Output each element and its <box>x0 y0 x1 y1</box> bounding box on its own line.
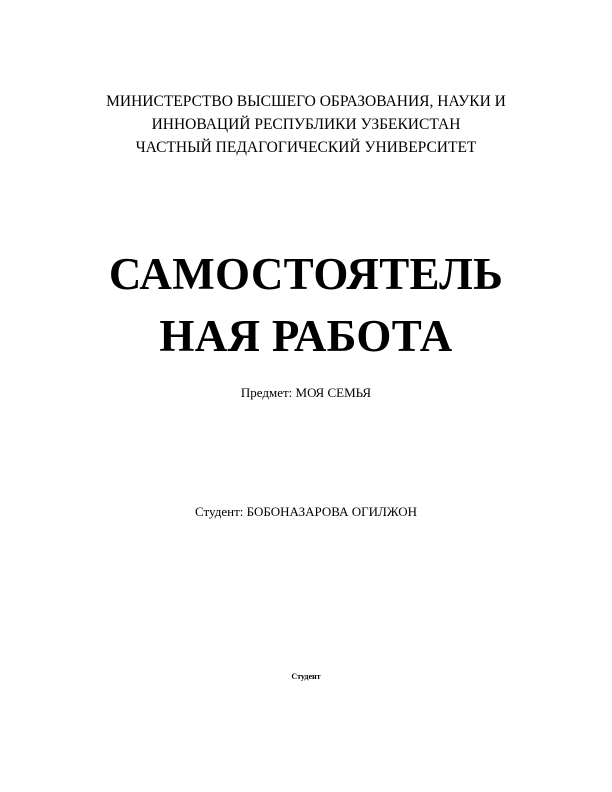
student-name: БОБОНАЗАРОВА ОГИЛЖОН <box>246 504 417 519</box>
student-line <box>0 503 612 521</box>
subject-label: Предмет: <box>240 385 293 400</box>
subject-value: МОЯ СЕМЬЯ <box>295 385 372 400</box>
university-name: ЧАСТНЫЙ ПЕДАГОГИЧЕСКИЙ УНИВЕРСИТЕТ <box>135 139 477 156</box>
subject-line <box>0 384 612 402</box>
document-title <box>0 243 612 367</box>
title-line-2: НАЯ РАБОТА <box>159 311 453 361</box>
student-label: Студент: <box>195 504 244 519</box>
ministry-header <box>0 90 612 159</box>
ministry-line-1: МИНИСТЕРСТВО ВЫСШЕГО ОБРАЗОВАНИЯ, НАУКИ И <box>106 93 506 110</box>
ministry-line-2: ИННОВАЦИЙ РЕСПУБЛИКИ УЗБЕКИСТАН <box>151 116 461 133</box>
title-line-1: САМОСТОЯТЕЛЬ <box>108 249 504 299</box>
footer-student-label: Студент <box>291 672 321 681</box>
